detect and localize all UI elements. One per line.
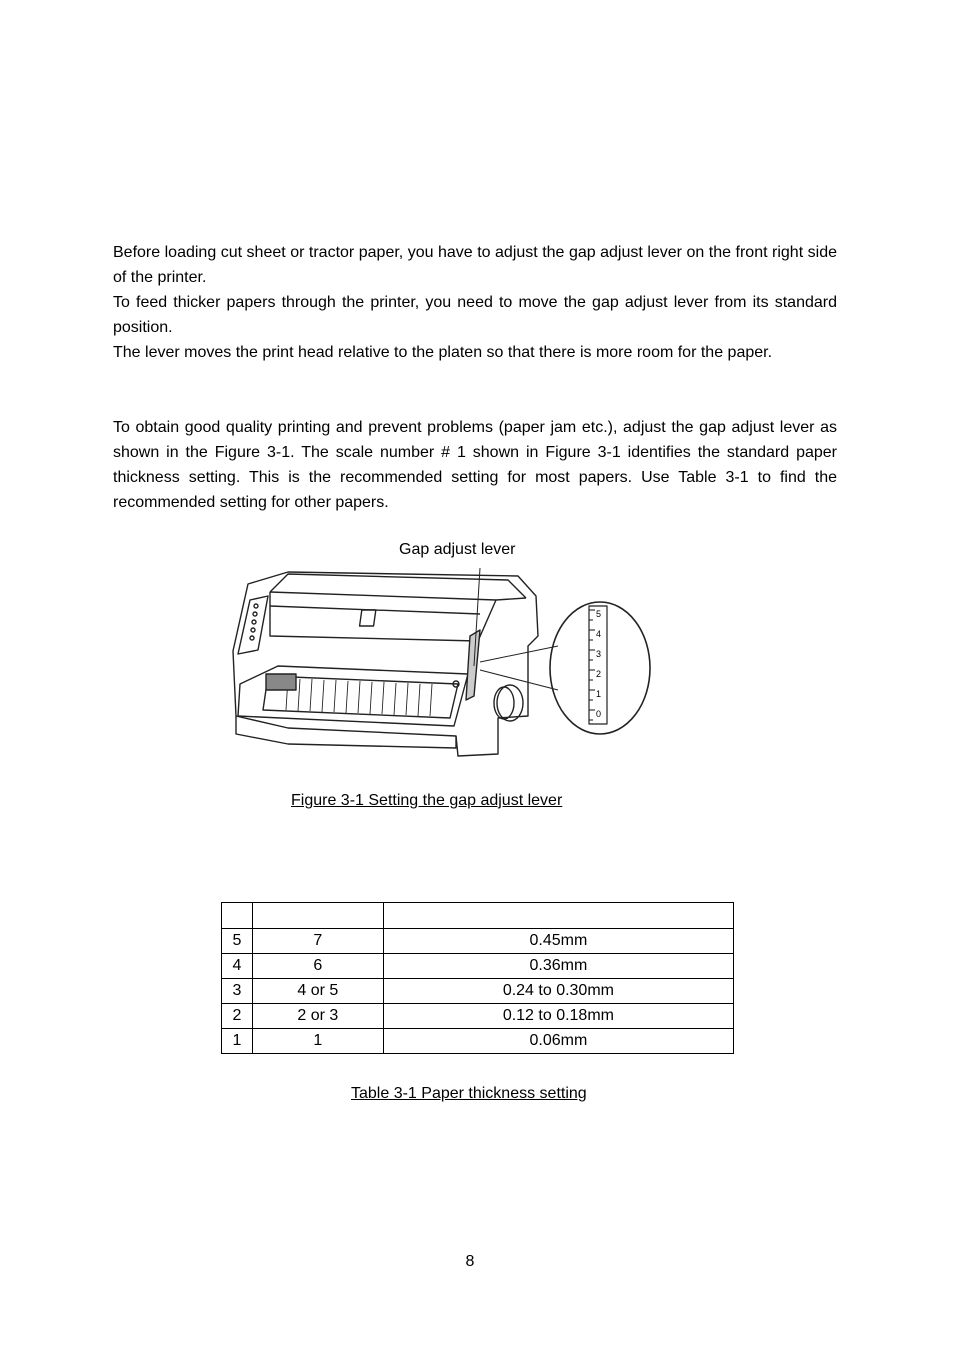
table-header-row	[222, 903, 734, 929]
table-row	[222, 929, 734, 954]
scale-number: 0	[596, 709, 602, 719]
cover-tab	[360, 610, 376, 626]
scale-number: 1	[596, 689, 602, 699]
gap-adjust-lever-label: Gap adjust lever	[399, 541, 516, 558]
table-cell: 1	[252, 1029, 383, 1054]
table-cell: 0.36mm	[383, 954, 733, 979]
top-cover	[270, 574, 526, 598]
scale-number: 5	[596, 609, 602, 619]
table-row	[222, 979, 734, 1004]
gap-scale	[589, 606, 607, 724]
table-header-cell	[222, 903, 253, 929]
detail-paragraph: To obtain good quality printing and prevent problems (paper jam etc.), adjust the gap adjust lever as shown in the Figure 3-1. The scale number # 1 shown in Figure 3-1 identifies the standard paper thickness setting. This is the recommended setting for most papers. Use Table 3-1 to find the recommended setting for other papers.	[113, 419, 837, 511]
scale-number: 4	[596, 629, 602, 639]
control-panel	[238, 596, 268, 654]
paper-thickness-table	[221, 902, 734, 1054]
table-caption: Table 3-1 Paper thickness setting	[351, 1085, 587, 1102]
table-header-cell	[252, 903, 383, 929]
table-cell: 1	[222, 1029, 253, 1054]
scale-number: 2	[596, 669, 602, 679]
intro-line: The lever moves the print head relative to the platen so that there is more room for the paper.	[113, 344, 773, 361]
table-cell: 6	[252, 954, 383, 979]
printer-illustration	[228, 566, 658, 766]
table-cell: 0.45mm	[383, 929, 733, 954]
table-row	[222, 1029, 734, 1054]
table-row	[222, 1004, 734, 1029]
table-cell: 4 or 5	[252, 979, 383, 1004]
table-cell: 0.06mm	[383, 1029, 733, 1054]
intro-line: To feed thicker papers through the printer, you need to move the gap adjust lever from its standard position.	[113, 294, 837, 336]
table-cell: 7	[252, 929, 383, 954]
table-cell: 2	[222, 1004, 253, 1029]
intro-line: Before loading cut sheet or tractor paper, you have to adjust the gap adjust lever on the front right side of the printer.	[113, 244, 837, 286]
tractor-unit	[266, 674, 296, 690]
table-cell: 3	[222, 979, 253, 1004]
table-cell: 2 or 3	[252, 1004, 383, 1029]
scale-number: 3	[596, 649, 602, 659]
table-row	[222, 954, 734, 979]
table-cell: 0.12 to 0.18mm	[383, 1004, 733, 1029]
table-header-cell	[383, 903, 733, 929]
page-number: 8	[465, 1253, 475, 1270]
table-cell: 4	[222, 954, 253, 979]
figure-caption: Figure 3-1 Setting the gap adjust lever	[291, 792, 563, 809]
table-cell: 0.24 to 0.30mm	[383, 979, 733, 1004]
intro-paragraph	[113, 240, 837, 365]
table-cell: 5	[222, 929, 253, 954]
